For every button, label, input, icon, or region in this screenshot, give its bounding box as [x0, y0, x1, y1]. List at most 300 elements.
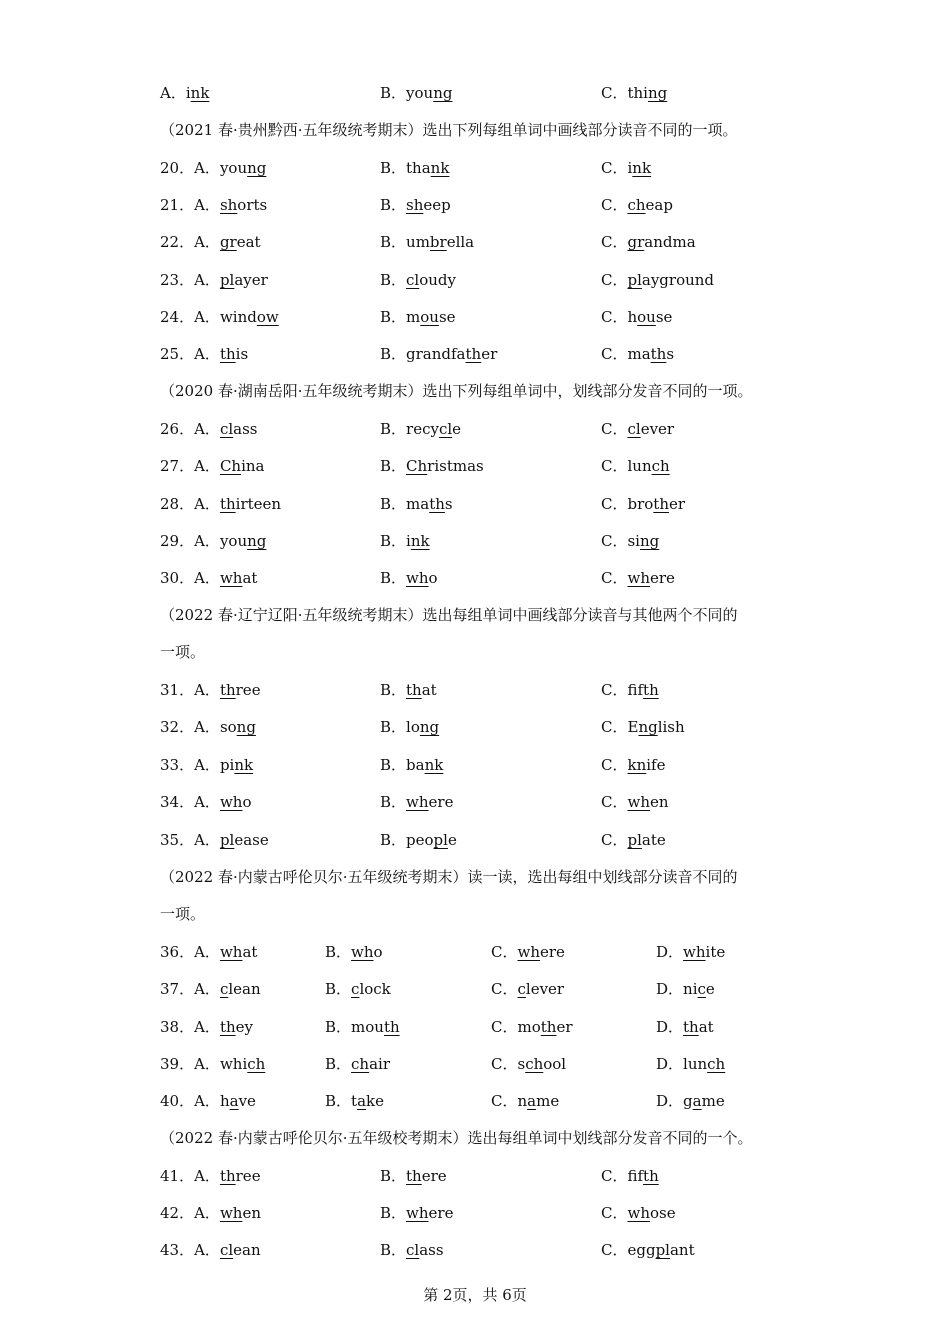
underlined-letters: c — [219, 980, 229, 998]
word-text: C． — [601, 308, 628, 326]
option-a — [160, 791, 251, 812]
word-text: C． — [601, 532, 628, 550]
question-row — [160, 1239, 800, 1261]
question-row — [160, 941, 800, 963]
word-text: A． — [194, 831, 220, 849]
underlined-letters: Ch — [406, 457, 428, 475]
question-number: 41． — [160, 1167, 195, 1185]
option-b — [380, 791, 453, 812]
underlined-letters: ou — [420, 308, 439, 326]
option-c — [601, 157, 651, 178]
word-text: B． — [380, 420, 407, 438]
word-text: A． — [194, 271, 220, 289]
word-text: ate — [641, 831, 666, 849]
word-text: lock — [359, 980, 391, 998]
word-text: orts — [237, 196, 268, 214]
question-number: 39． — [160, 1055, 195, 1073]
question-row — [160, 306, 800, 328]
word-text: A． — [194, 1204, 220, 1222]
word-text: eap — [645, 196, 673, 214]
option-c — [601, 194, 673, 215]
word-text: ayground — [641, 271, 715, 289]
option-b — [380, 306, 456, 327]
word-text: i — [627, 159, 633, 177]
option-b — [325, 941, 383, 962]
underlined-letters: ng — [236, 718, 256, 736]
word-text: si — [627, 532, 640, 550]
option-d — [656, 978, 715, 999]
underlined-letters: wh — [406, 569, 429, 587]
option-c — [601, 343, 674, 364]
word-text: A． — [194, 793, 220, 811]
underlined-letters: a — [357, 1092, 367, 1110]
question-number: 32． — [160, 718, 195, 736]
word-text: s — [444, 495, 453, 513]
word-text: D． — [656, 1055, 684, 1073]
word-text: ey — [235, 1018, 253, 1036]
underlined-letters: pl — [627, 271, 642, 289]
underlined-letters: th — [219, 495, 236, 513]
option-a — [160, 1053, 265, 1074]
word-text: A． — [194, 1055, 220, 1073]
word-text: D． — [656, 1092, 684, 1110]
word-text: at — [242, 943, 258, 961]
option-b — [380, 1239, 444, 1260]
word-text: ve — [238, 1092, 256, 1110]
word-text: wind — [219, 308, 257, 326]
word-text: C． — [491, 1018, 518, 1036]
word-text: bro — [627, 495, 654, 513]
word-text: D． — [656, 943, 684, 961]
underlined-letters: wh — [219, 943, 243, 961]
question-number: 26． — [160, 420, 195, 438]
word-text: C． — [601, 831, 628, 849]
word-text: B． — [380, 681, 407, 699]
option-d — [656, 1016, 714, 1037]
word-text: C． — [601, 681, 628, 699]
underlined-letters: a — [527, 1092, 537, 1110]
word-text: A． — [194, 681, 220, 699]
word-text: B． — [325, 1092, 352, 1110]
underlined-letters: gr — [627, 233, 645, 251]
underlined-letters: Ch — [219, 457, 242, 475]
option-b — [380, 82, 452, 103]
word-text: fif — [627, 681, 644, 699]
underlined-letters: ch — [247, 1055, 266, 1073]
option-c — [491, 941, 565, 962]
option-c — [491, 1053, 566, 1074]
option-b — [380, 231, 474, 252]
word-text: you — [219, 532, 248, 550]
word-text: B． — [380, 1167, 407, 1185]
option-a — [160, 829, 269, 850]
word-text: ere — [649, 569, 675, 587]
question-row — [160, 157, 800, 179]
word-text: um — [406, 233, 430, 251]
question-number: 34． — [160, 793, 195, 811]
underlined-letters: wh — [683, 943, 706, 961]
word-text: B． — [380, 793, 407, 811]
option-c — [601, 754, 665, 775]
underlined-letters: th — [683, 1018, 699, 1036]
word-text: C． — [601, 457, 628, 475]
word-text: B． — [325, 943, 352, 961]
word-text: s — [517, 1055, 526, 1073]
word-text: B． — [380, 233, 407, 251]
question-row — [160, 567, 800, 589]
word-text: oudy — [419, 271, 457, 289]
word-text: A． — [194, 1167, 220, 1185]
question-number: 30． — [160, 569, 195, 587]
underlined-letters: th — [653, 495, 669, 513]
word-text: A． — [194, 532, 220, 550]
question-number: 20． — [160, 159, 195, 177]
option-a — [160, 455, 264, 476]
word-text: me — [701, 1092, 725, 1110]
option-b — [380, 455, 484, 476]
underlined-letters: wh — [406, 793, 429, 811]
word-text: A． — [194, 457, 220, 475]
underlined-letters: cl — [627, 420, 641, 438]
underlined-letters: th — [406, 1167, 422, 1185]
option-b — [380, 1165, 447, 1186]
option-b — [380, 679, 437, 700]
continued-option-row — [160, 82, 800, 104]
option-a — [160, 306, 279, 327]
question-row — [160, 1016, 800, 1038]
option-a — [160, 82, 209, 103]
word-text: ma — [406, 495, 430, 513]
option-a — [160, 1165, 261, 1186]
option-b — [380, 269, 456, 290]
word-text: A． — [194, 569, 220, 587]
word-text: ere — [539, 943, 565, 961]
word-text: B． — [325, 980, 352, 998]
word-text: lun — [627, 457, 652, 475]
word-text: ean — [233, 1241, 261, 1259]
option-b — [380, 1202, 453, 1223]
underlined-letters: nk — [234, 756, 254, 774]
word-text: ere — [428, 1204, 454, 1222]
option-c — [601, 269, 714, 290]
word-text: i — [406, 532, 411, 550]
word-text: A． — [194, 718, 220, 736]
section-instruction: （2021 春·贵州黔西·五年级统考期末）选出下列每组单词中画线部分读音不同的一项。 — [160, 121, 738, 139]
option-d — [656, 941, 725, 962]
word-text: C． — [601, 233, 628, 251]
question-row — [160, 791, 800, 813]
page-footer: 第 2页，共 6页 — [423, 1286, 527, 1304]
question-number: 36． — [160, 943, 195, 961]
option-b — [380, 343, 497, 364]
word-text: i — [185, 84, 191, 102]
option-c — [491, 1016, 573, 1037]
word-text: B． — [380, 159, 407, 177]
word-text: ere — [428, 793, 454, 811]
question-number: 28． — [160, 495, 195, 513]
question-row — [160, 231, 800, 253]
word-text: ma — [627, 345, 651, 363]
question-number: 40． — [160, 1092, 195, 1110]
question-row — [160, 754, 800, 776]
underlined-letters: wh — [219, 569, 243, 587]
option-a — [160, 1016, 253, 1037]
underlined-letters: nk — [410, 532, 430, 550]
option-d — [656, 1090, 725, 1111]
underlined-letters: nk — [632, 159, 652, 177]
underlined-letters: sh — [406, 196, 424, 214]
word-text: ease — [234, 831, 269, 849]
underlined-letters: pl — [219, 831, 235, 849]
word-text: A． — [194, 943, 220, 961]
option-a — [160, 1202, 261, 1223]
word-text: g — [683, 1092, 693, 1110]
word-text: E — [627, 718, 639, 736]
option-a — [160, 1239, 261, 1260]
word-text: ass — [419, 1241, 444, 1259]
word-text: ose — [649, 1204, 676, 1222]
option-a — [160, 157, 266, 178]
word-text: A． — [160, 84, 186, 102]
underlined-letters: th — [219, 1167, 236, 1185]
word-text: lo — [406, 718, 420, 736]
question-row — [160, 978, 800, 1000]
underlined-letters: cl — [406, 271, 420, 289]
word-text: A． — [194, 1018, 220, 1036]
underlined-letters: th — [650, 345, 667, 363]
word-text: at — [421, 681, 437, 699]
option-b — [380, 530, 430, 551]
word-text: ever — [640, 420, 675, 438]
word-text: mou — [351, 1018, 384, 1036]
word-text: ristmas — [427, 457, 484, 475]
option-c — [601, 679, 659, 700]
word-text: is — [235, 345, 249, 363]
word-text: se — [655, 308, 673, 326]
option-c — [601, 791, 669, 812]
option-a — [160, 418, 257, 439]
option-b — [380, 418, 461, 439]
word-text: ree — [235, 681, 261, 699]
word-text: andma — [644, 233, 696, 251]
word-text: er — [669, 495, 686, 513]
word-text: C． — [601, 569, 628, 587]
word-text: A． — [194, 196, 220, 214]
option-a — [160, 754, 253, 775]
word-text: lever — [525, 980, 565, 998]
word-text: at — [242, 569, 258, 587]
word-text: thi — [627, 84, 648, 102]
option-a — [160, 269, 268, 290]
word-text: B． — [380, 345, 407, 363]
word-text: ba — [406, 756, 425, 774]
word-text: pi — [219, 756, 235, 774]
option-b — [380, 829, 457, 850]
question-row — [160, 829, 800, 851]
word-text: B． — [380, 1204, 407, 1222]
word-text: B． — [380, 569, 407, 587]
word-text: B． — [380, 831, 407, 849]
word-text: C． — [601, 271, 628, 289]
word-text: n — [517, 1092, 528, 1110]
word-text: you — [406, 84, 434, 102]
underlined-letters: ng — [419, 718, 440, 736]
word-text: grandfa — [406, 345, 466, 363]
word-text: lean — [228, 980, 261, 998]
word-text: ke — [366, 1092, 384, 1110]
word-text: fif — [627, 1167, 644, 1185]
word-text: C． — [601, 84, 628, 102]
word-text: A． — [194, 233, 220, 251]
underlined-letters: th — [219, 681, 236, 699]
question-number: 37． — [160, 980, 195, 998]
underlined-letters: ch — [707, 1055, 726, 1073]
underlined-letters: wh — [517, 943, 540, 961]
option-a — [160, 1090, 256, 1111]
option-c — [601, 1202, 676, 1223]
word-text: B． — [380, 308, 407, 326]
option-b — [380, 716, 439, 737]
underlined-letters: cl — [219, 420, 234, 438]
option-b — [380, 194, 451, 215]
underlined-letters: th — [406, 681, 422, 699]
underlined-letters: nk — [424, 756, 444, 774]
word-text: A． — [194, 1092, 220, 1110]
question-row — [160, 1053, 800, 1075]
section-instruction: 一项。 — [160, 905, 206, 923]
word-text: ree — [235, 1167, 261, 1185]
word-text: C． — [601, 718, 628, 736]
word-text: eat — [236, 233, 261, 251]
word-text: ool — [543, 1055, 567, 1073]
underlined-letters: c — [351, 980, 360, 998]
word-text: ite — [705, 943, 726, 961]
word-text: peo — [406, 831, 434, 849]
word-text: so — [219, 718, 237, 736]
underlined-letters: wh — [627, 793, 650, 811]
underlined-letters: c — [517, 980, 526, 998]
question-number: 29． — [160, 532, 195, 550]
word-text: A． — [194, 1241, 220, 1259]
underlined-letters: wh — [627, 1204, 650, 1222]
word-text: A． — [194, 980, 220, 998]
option-d — [656, 1053, 725, 1074]
word-text: C． — [601, 1204, 628, 1222]
underlined-letters: ch — [525, 1055, 544, 1073]
underlined-letters: th — [219, 345, 236, 363]
section-instruction: 一项。 — [160, 643, 206, 661]
question-number: 23． — [160, 271, 195, 289]
word-text: B． — [325, 1018, 352, 1036]
question-row — [160, 530, 800, 552]
word-text: B． — [380, 271, 407, 289]
word-text: er — [556, 1018, 573, 1036]
option-c — [601, 306, 672, 327]
option-a — [160, 194, 267, 215]
word-text: ina — [241, 457, 265, 475]
word-text: A． — [194, 345, 220, 363]
option-b — [380, 567, 438, 588]
option-a — [160, 231, 261, 252]
option-a — [160, 343, 248, 364]
option-c — [601, 82, 667, 103]
underlined-letters: wh — [351, 943, 374, 961]
question-row — [160, 1090, 800, 1112]
question-row — [160, 1202, 800, 1224]
question-number: 25． — [160, 345, 195, 363]
option-b — [380, 493, 453, 514]
word-text: C． — [601, 196, 628, 214]
word-text: ayer — [234, 271, 268, 289]
underlined-letters: pl — [433, 831, 448, 849]
word-text: C． — [601, 420, 628, 438]
option-a — [160, 978, 261, 999]
word-text: B． — [380, 457, 407, 475]
underlined-letters: nk — [430, 159, 450, 177]
word-text: B． — [380, 1241, 407, 1259]
option-b — [380, 754, 443, 775]
option-c — [601, 716, 685, 737]
underlined-letters: th — [643, 681, 659, 699]
underlined-letters: nk — [190, 84, 210, 102]
word-text: C． — [491, 1055, 518, 1073]
option-a — [160, 493, 281, 514]
underlined-letters: a — [692, 1092, 702, 1110]
question-number: 22． — [160, 233, 195, 251]
word-text: whi — [219, 1055, 248, 1073]
word-text: D． — [656, 1018, 684, 1036]
underlined-letters: wh — [627, 569, 650, 587]
option-a — [160, 530, 266, 551]
underlined-letters: th — [465, 345, 482, 363]
word-text: s — [666, 345, 675, 363]
option-c — [601, 1165, 659, 1186]
underlined-letters: pl — [655, 1241, 670, 1259]
word-text: air — [369, 1055, 391, 1073]
underlined-letters: th — [643, 1167, 659, 1185]
underlined-letters: cl — [406, 1241, 420, 1259]
section-instruction: （2020 春·湖南岳阳·五年级统考期末）选出下列每组单词中，划线部分发音不同的一项。 — [160, 382, 753, 400]
word-text: ella — [446, 233, 475, 251]
underlined-letters: ng — [639, 532, 660, 550]
word-text: tha — [406, 159, 431, 177]
option-c — [601, 567, 675, 588]
word-text: B． — [380, 756, 407, 774]
word-text: h — [627, 308, 638, 326]
word-text: ere — [421, 1167, 447, 1185]
question-number: 24． — [160, 308, 195, 326]
underlined-letters: ch — [351, 1055, 370, 1073]
question-row — [160, 194, 800, 216]
option-c — [601, 493, 685, 514]
question-row — [160, 455, 800, 477]
section-instruction: （2022 春·辽宁辽阳·五年级统考期末）选出每组单词中画线部分读音与其他两个不同的 — [160, 606, 738, 624]
underlined-letters: wh — [219, 1204, 243, 1222]
word-text: lish — [657, 718, 685, 736]
word-text: e — [447, 831, 457, 849]
question-row — [160, 716, 800, 738]
word-text: C． — [491, 1092, 518, 1110]
word-text: ife — [646, 756, 666, 774]
question-row — [160, 269, 800, 291]
question-number: 42． — [160, 1204, 195, 1222]
underlined-letters: pl — [219, 271, 235, 289]
underlined-letters: th — [429, 495, 445, 513]
word-text: A． — [194, 159, 220, 177]
option-a — [160, 941, 257, 962]
underlined-letters: cl — [219, 1241, 234, 1259]
word-text: o — [373, 943, 383, 961]
